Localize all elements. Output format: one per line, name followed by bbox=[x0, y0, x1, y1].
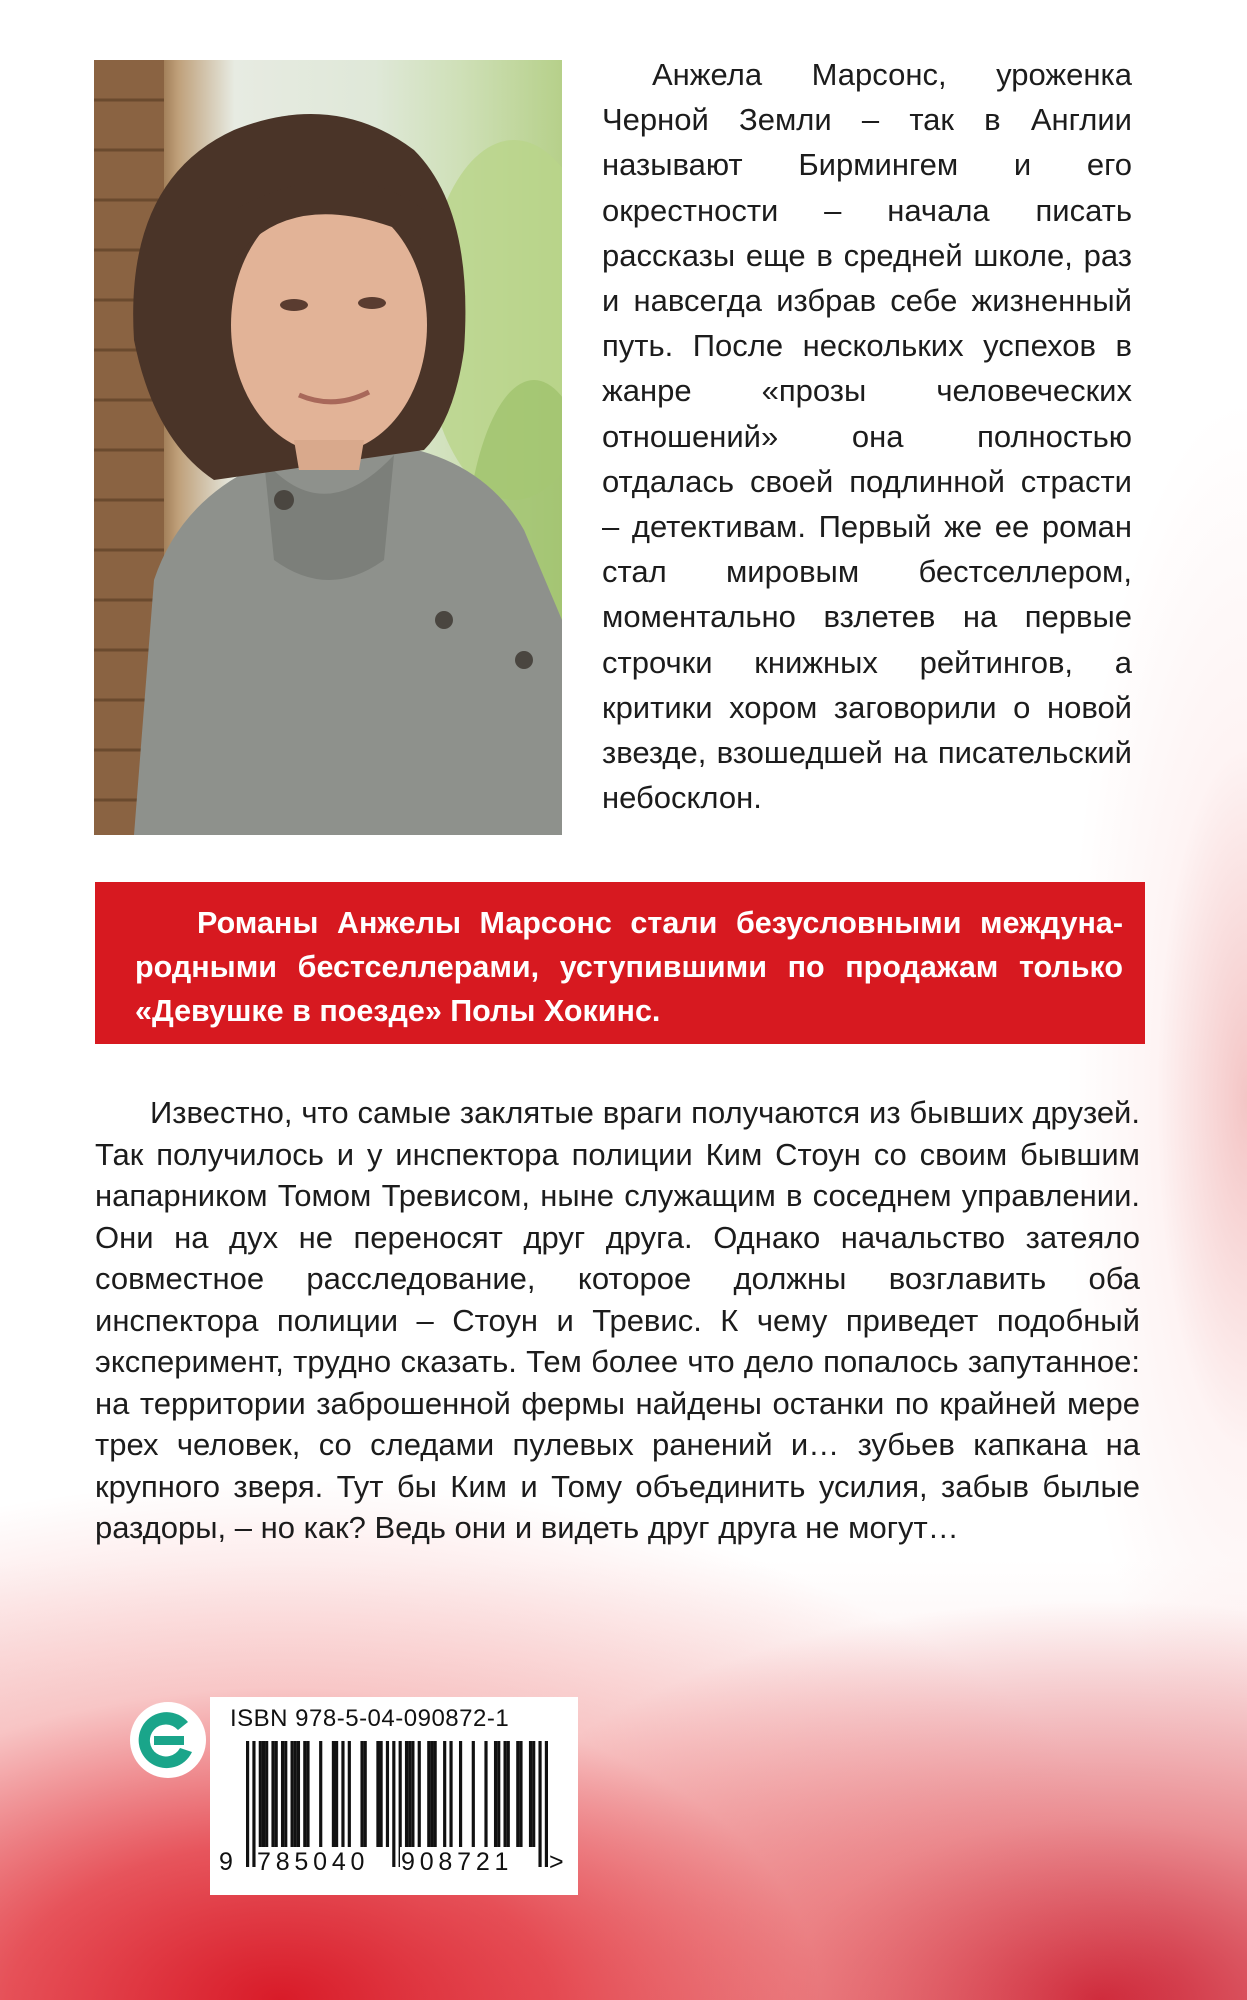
barcode-bar bbox=[297, 1741, 300, 1847]
barcode-bar bbox=[449, 1741, 452, 1847]
barcode-bar bbox=[380, 1741, 383, 1847]
barcode-bar bbox=[364, 1741, 367, 1847]
barcode-bar bbox=[494, 1741, 497, 1847]
barcode-bar bbox=[443, 1741, 446, 1847]
barcode-bar bbox=[271, 1741, 274, 1847]
barcode-bar bbox=[341, 1741, 344, 1847]
barcode-bar bbox=[319, 1741, 322, 1847]
promo-banner bbox=[95, 882, 1145, 1044]
barcode-bar bbox=[335, 1741, 338, 1847]
barcode-first-digit: 9 bbox=[219, 1848, 233, 1876]
barcode-bar bbox=[418, 1741, 421, 1847]
barcode-bar bbox=[332, 1741, 335, 1847]
barcode-bar bbox=[516, 1741, 519, 1847]
barcode-bar bbox=[411, 1741, 414, 1847]
barcode-bar bbox=[472, 1741, 475, 1847]
barcode-bar bbox=[294, 1741, 297, 1847]
barcode-bar bbox=[434, 1741, 437, 1847]
barcode-bar bbox=[529, 1741, 532, 1847]
barcode-bar bbox=[246, 1741, 249, 1867]
barcode-left-digits: 785040 bbox=[257, 1848, 370, 1876]
barcode-quiet-mark: > bbox=[549, 1848, 564, 1876]
barcode-bar bbox=[284, 1741, 287, 1847]
barcode-bar bbox=[348, 1741, 351, 1847]
barcode-bar bbox=[459, 1741, 462, 1847]
author-bio-text: Анжела Марсонс, уроженка Черной Земли – так в Англии называют Бирмингем и его окрестности – начала писать рассказы еще в средней школе, раз и навсегда избрав себе жизненный путь. После нескольких успехов в жанре «прозы человеческих отношений» она полностью отдалась своей подлинной страсти – детективам. Первый же ее роман стал мировым бестселлером, моментально взлетев на первые строчки книжных рейтингов, а критики хором заговорили о новой звезде, взошедшей на писательский небосклон. bbox=[602, 57, 1132, 816]
barcode-bar bbox=[427, 1741, 430, 1847]
barcode-bar bbox=[405, 1741, 408, 1847]
barcode-bar bbox=[259, 1741, 262, 1847]
isbn-barcode bbox=[210, 1697, 578, 1895]
barcode-bar bbox=[303, 1741, 306, 1847]
promo-banner-text: Романы Анжелы Марсонс стали безусловными международными бестселлерами, уступившими по продажам только «Девушке в поезде» Полы Хокинс. bbox=[135, 906, 1123, 1028]
barcode-bar bbox=[262, 1741, 265, 1847]
barcode-bar bbox=[275, 1741, 278, 1847]
barcode-bar bbox=[306, 1741, 309, 1847]
barcode-bar bbox=[392, 1741, 395, 1867]
author-photo bbox=[94, 60, 562, 835]
barcode-bar bbox=[291, 1741, 294, 1847]
barcode-bar bbox=[532, 1741, 535, 1847]
barcode-bar bbox=[376, 1741, 379, 1847]
barcode-bar bbox=[503, 1741, 506, 1847]
barcode-bar bbox=[281, 1741, 284, 1847]
book-synopsis-text: Известно, что самые заклятые враги получаются из бывших друзей. Так получилось и у инспектора полиции Ким Стоун со своим бывшим напарником Томом Тревисом, ныне служащим в соседнем управлении. Они на дух не переносят друг друга. Однако начальство затеяло совместное расследование, которое должны возглавить оба инспектора полиции – Стоун и Тревис. К чему приведет подобный эксперимент, трудно сказать. Тем более что дело попалось запутанное: на территории заброшенной фермы найдены останки по крайней мере трех человек, со следами пулевых ранений и… зубьев капкана на крупного зверя. Тут бы Ким и Тому объединить усилия, забыв былые раздоры, – но как? Ведь они и видеть друг друга не могут… bbox=[95, 1095, 1140, 1545]
isbn-label: ISBN 978-5-04-090872-1 bbox=[230, 1705, 510, 1732]
barcode-bar bbox=[408, 1741, 411, 1847]
eksmo-publisher-logo-icon bbox=[128, 1700, 208, 1780]
barcode-bar bbox=[386, 1741, 389, 1847]
barcode-bar bbox=[519, 1741, 522, 1847]
barcode-bar bbox=[430, 1741, 433, 1847]
barcode-bar bbox=[497, 1741, 500, 1847]
barcode-bar bbox=[507, 1741, 510, 1847]
barcode-bar bbox=[360, 1741, 363, 1847]
barcode-bar bbox=[484, 1741, 487, 1847]
barcode-bar bbox=[265, 1741, 268, 1847]
barcode-right-digits: 908721 bbox=[401, 1848, 514, 1876]
barcode-bar bbox=[538, 1741, 541, 1867]
